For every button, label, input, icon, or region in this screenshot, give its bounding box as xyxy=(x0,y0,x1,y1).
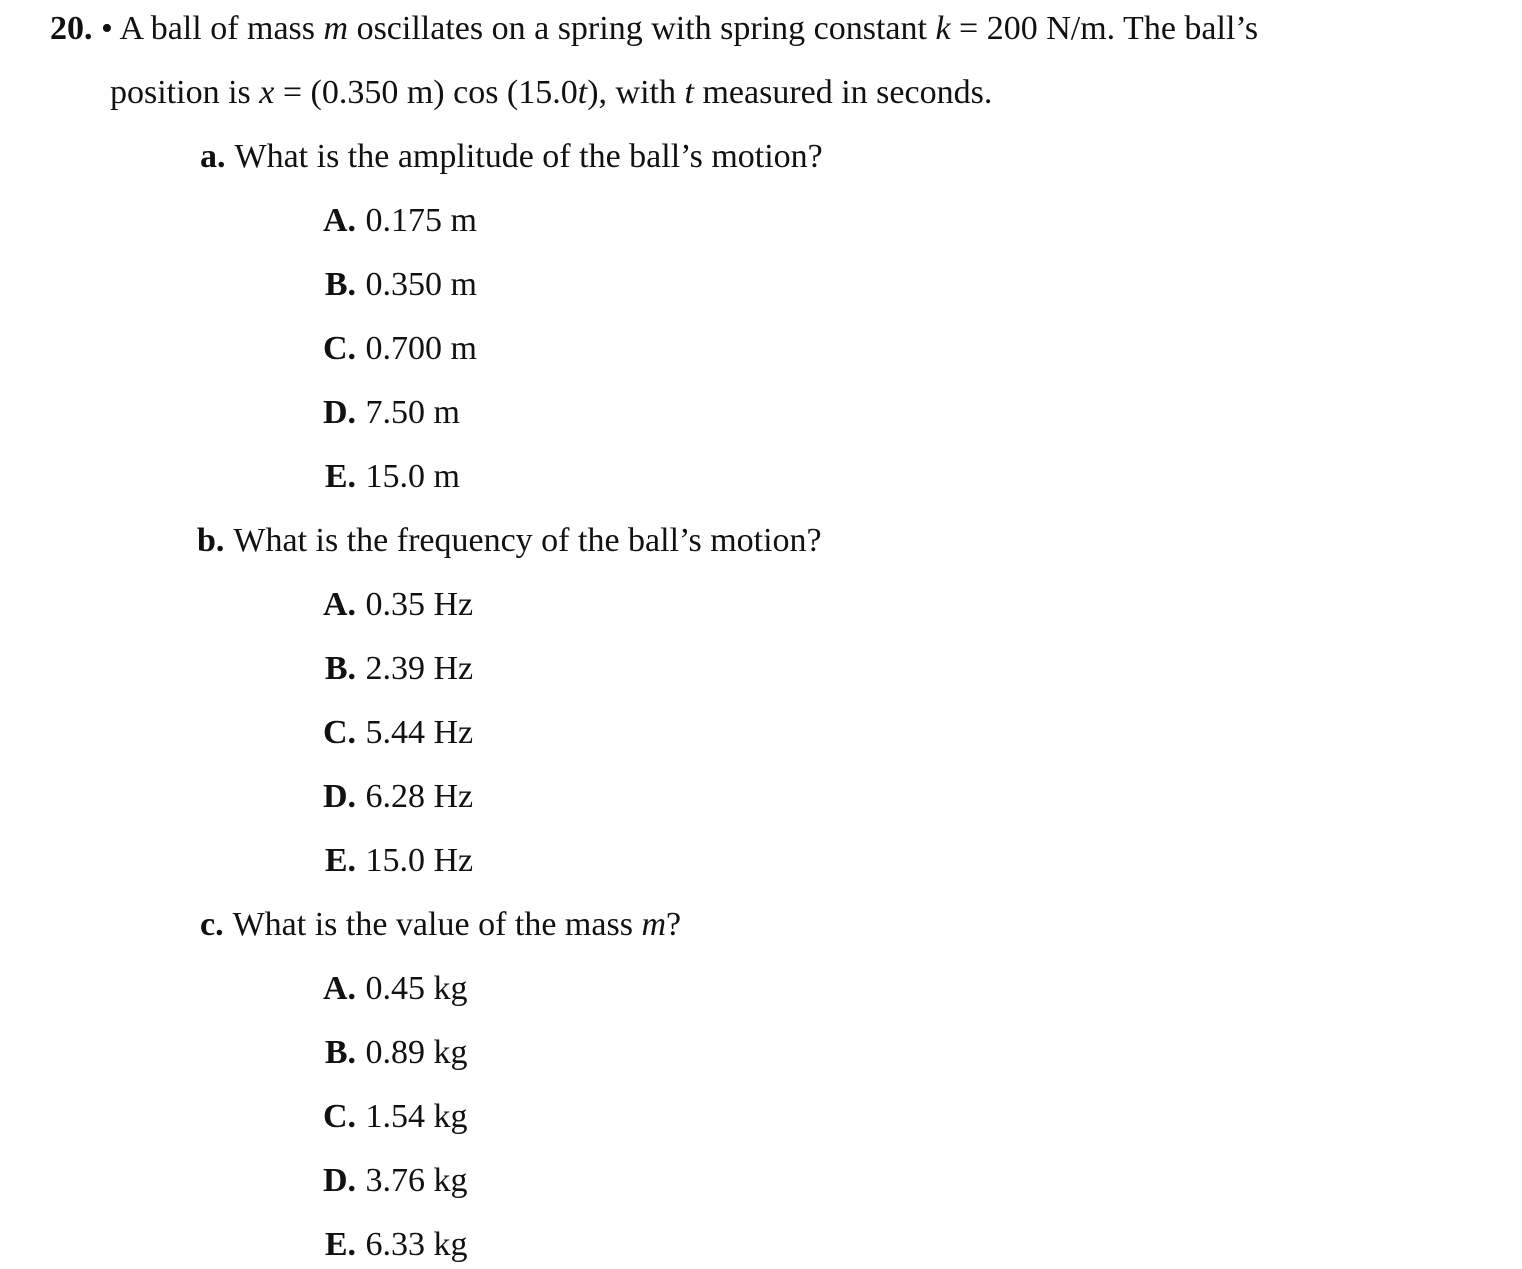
option-a-D[interactable]: D. 7.50 m xyxy=(322,394,460,431)
option-c-E[interactable]: E. 6.33 kg xyxy=(324,1226,468,1263)
t-symbol: t xyxy=(684,74,694,111)
x-symbol: x xyxy=(259,74,275,111)
option-c-D[interactable]: D. 3.76 kg xyxy=(322,1162,468,1199)
part-letter: c. xyxy=(200,906,224,943)
option-a-C[interactable]: C. 0.700 m xyxy=(322,330,477,367)
option-a-E[interactable]: E. 15.0 m xyxy=(324,458,460,495)
problem-number: 20. xyxy=(50,10,93,47)
bullet-icon: • xyxy=(101,10,113,47)
k-value: = 200 N/m. The ball’s xyxy=(959,10,1259,47)
part-letter: b. xyxy=(197,522,225,559)
part-b-question xyxy=(197,524,822,558)
part-a-question xyxy=(200,140,823,174)
part-letter: a. xyxy=(200,138,226,175)
problem-text: measured in seconds. xyxy=(702,74,993,111)
option-c-A[interactable]: A. 0.45 kg xyxy=(322,970,468,1007)
position-equation: = (0.350 m) cos (15.0t), with xyxy=(282,74,676,111)
option-b-A[interactable]: A. 0.35 Hz xyxy=(322,586,474,623)
option-b-C[interactable]: C. 5.44 Hz xyxy=(322,714,474,751)
option-c-C[interactable]: C. 1.54 kg xyxy=(322,1098,468,1135)
mass-symbol: m xyxy=(323,10,349,47)
k-symbol: k xyxy=(935,10,951,47)
mass-symbol: m xyxy=(641,906,666,943)
problem-line-1 xyxy=(50,12,1258,46)
question-text: What is the value of the mass xyxy=(232,906,633,943)
problem-text: position is xyxy=(110,74,251,111)
option-c-B[interactable]: B. 0.89 kg xyxy=(324,1034,468,1071)
option-b-B[interactable]: B. 2.39 Hz xyxy=(324,650,474,687)
question-text: What is the amplitude of the ball’s motion? xyxy=(234,138,823,175)
problem-line-2 xyxy=(110,76,992,110)
problem-text: oscillates on a spring with spring constant xyxy=(356,10,927,47)
option-b-D[interactable]: D. 6.28 Hz xyxy=(322,778,474,815)
option-a-A[interactable]: A. 0.175 m xyxy=(322,202,477,239)
option-a-B[interactable]: B. 0.350 m xyxy=(324,266,477,303)
part-c-question: c. What is the value of the mass m? xyxy=(200,906,682,943)
problem-text: A ball of mass xyxy=(119,10,316,47)
question-text: What is the frequency of the ball’s motion? xyxy=(233,522,822,559)
option-b-E[interactable]: E. 15.0 Hz xyxy=(324,842,474,879)
